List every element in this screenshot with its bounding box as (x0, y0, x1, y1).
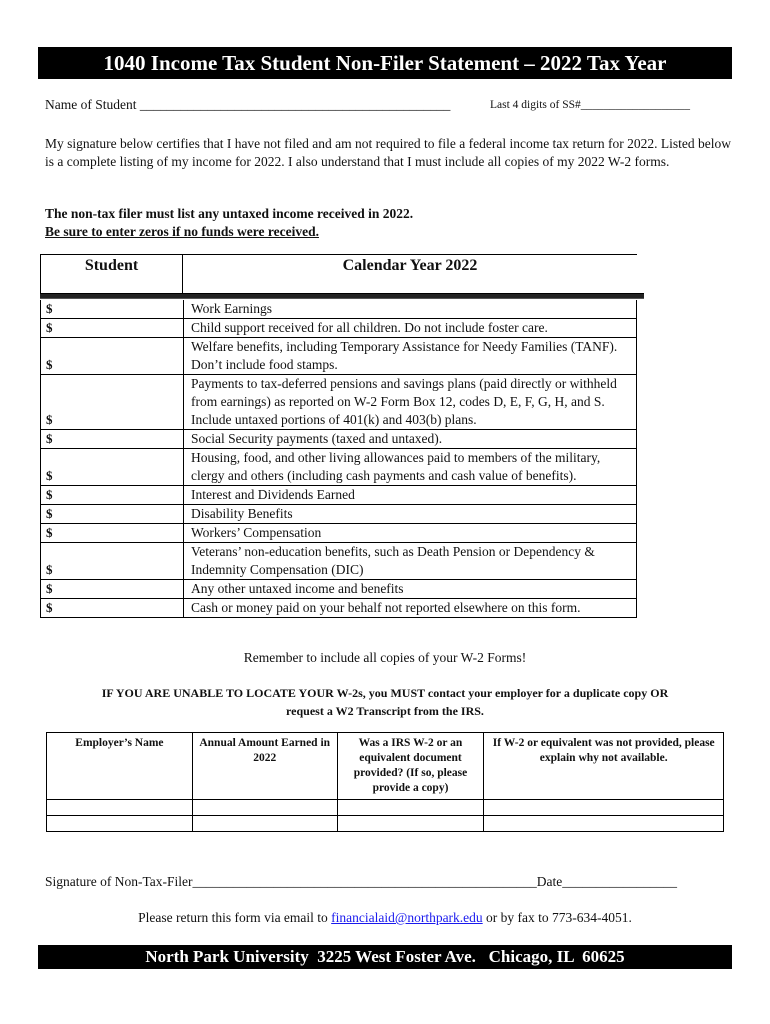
notice-line-2: Be sure to enter zeros if no funds were received. (45, 224, 319, 239)
employer-name-cell[interactable] (47, 816, 193, 832)
income-description: Any other untaxed income and benefits (191, 581, 404, 596)
income-amount-field[interactable]: $ (41, 505, 184, 523)
income-row (41, 486, 636, 505)
col-explanation: If W-2 or equivalent was not provided, please explain why not available. (484, 733, 724, 800)
col-employer-name: Employer’s Name (47, 733, 193, 800)
income-description: Interest and Dividends Earned (191, 487, 355, 502)
income-description: Welfare benefits, including Temporary Assistance for Needy Families (TANF). Don’t include food stamps. (191, 339, 618, 372)
ssn-field[interactable]: Last 4 digits of SS#___________________ (490, 99, 690, 111)
income-amount-field[interactable]: $ (41, 319, 184, 337)
income-amount-field[interactable]: $ (41, 524, 184, 542)
employer-table-header (47, 733, 724, 800)
income-amount-field[interactable]: $ (41, 300, 184, 318)
annual-amount-cell[interactable] (192, 800, 337, 816)
employer-table (46, 732, 724, 832)
income-col-year-header: Calendar Year 2022 (342, 257, 478, 274)
income-row (41, 524, 636, 543)
income-row (41, 375, 636, 430)
income-amount-field[interactable]: $ (41, 580, 184, 598)
col-w2-provided: Was a IRS W-2 or an equivalent document provided? (If so, please provide a copy) (337, 733, 484, 800)
explanation-cell[interactable] (484, 816, 724, 832)
student-name-field[interactable]: Name of Student ______________________________________________ (45, 97, 451, 112)
unable-line-1: IF YOU ARE UNABLE TO LOCATE YOUR W-2s, you MUST contact your employer for a duplicate copy OR (101, 686, 669, 700)
date-field[interactable]: _________________ (562, 874, 678, 889)
student-name-line (45, 97, 735, 113)
explanation-cell[interactable] (484, 800, 724, 816)
income-row (41, 599, 636, 617)
income-row (41, 449, 636, 486)
income-row (41, 430, 636, 449)
income-description: Work Earnings (191, 301, 273, 316)
email-link[interactable]: financialaid@northpark.edu (331, 910, 483, 925)
income-table-header-divider (40, 293, 644, 299)
income-description: Disability Benefits (191, 506, 293, 521)
income-amount-field[interactable]: $ (41, 599, 184, 617)
signature-label: Signature of Non-Tax-Filer (45, 874, 193, 889)
income-description: Cash or money paid on your behalf not reported elsewhere on this form. (191, 600, 581, 615)
form-title: 1040 Income Tax Student Non-Filer Statement – 2022 Tax Year (38, 47, 732, 79)
non-filer-notice (45, 205, 413, 241)
col-annual-amount: Annual Amount Earned in 2022 (192, 733, 337, 800)
table-row (47, 800, 724, 816)
income-description: Workers’ Compensation (191, 525, 322, 540)
income-description: Housing, food, and other living allowances paid to members of the military, clergy and others (including cash payments and cash value of benefits). (191, 450, 601, 483)
w2-reminder: Remember to include all copies of your W-2 Forms! (243, 650, 527, 665)
return-instructions (0, 910, 770, 926)
table-row (47, 816, 724, 832)
income-row (41, 543, 636, 580)
w2-unavailable-notice (40, 684, 730, 720)
university-address-footer: North Park University 3225 West Foster Ave. Chicago, IL 60625 (38, 945, 732, 969)
return-prefix: Please return this form via email to (138, 910, 332, 925)
income-row (41, 580, 636, 599)
certification-text: My signature below certifies that I have not filed and am not required to file a federal income tax return for 2022. Listed below is a complete listing of my income for 2022. I also understand that I must include all copies of my 2022 W-2 forms. (45, 136, 732, 169)
income-col-student-header: Student (84, 257, 139, 274)
income-amount-field[interactable]: $ (41, 449, 184, 485)
income-description: Child support received for all children. Do not include foster care. (191, 320, 548, 335)
income-amount-field[interactable]: $ (41, 430, 184, 448)
signature-line (45, 874, 735, 890)
income-amount-field[interactable]: $ (41, 543, 184, 579)
income-row (41, 300, 636, 319)
income-table (40, 300, 637, 618)
annual-amount-cell[interactable] (192, 816, 337, 832)
income-amount-field[interactable]: $ (41, 375, 184, 429)
income-amount-field[interactable]: $ (41, 338, 184, 374)
income-description: Veterans’ non-education benefits, such as Death Pension or Dependency & Indemnity Compensation (DIC) (191, 544, 595, 577)
unable-line-2: request a W2 Transcript from the IRS. (286, 704, 484, 718)
income-amount-field[interactable]: $ (41, 486, 184, 504)
income-description: Payments to tax-deferred pensions and savings plans (paid directly or withheld from earnings) as reported on W-2 Form Box 12, codes D, E, F, G, H, and S. Include untaxed portions of 401(k) and 403(b) plans. (191, 376, 617, 427)
w2-provided-cell[interactable] (337, 800, 484, 816)
income-description: Social Security payments (taxed and untaxed). (191, 431, 443, 446)
employer-name-cell[interactable] (47, 800, 193, 816)
return-suffix: or by fax to 773-634-4051. (482, 910, 632, 925)
income-row (41, 319, 636, 338)
notice-line-1: The non-tax filer must list any untaxed income received in 2022. (45, 206, 414, 221)
signature-field[interactable]: ___________________________________________________ (192, 874, 537, 889)
income-row (41, 505, 636, 524)
date-label: Date (536, 874, 563, 889)
w2-provided-cell[interactable] (337, 816, 484, 832)
income-row (41, 338, 636, 375)
